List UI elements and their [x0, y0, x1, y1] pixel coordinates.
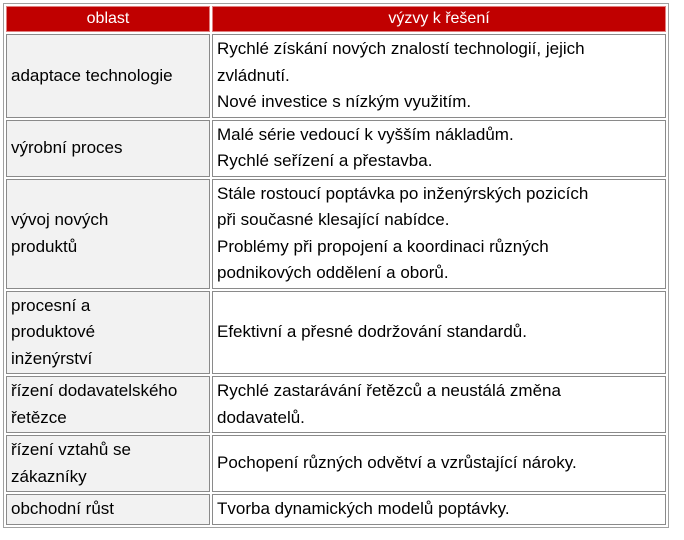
- table-row: [6, 179, 666, 289]
- challenge-text-line: při současné klesající nabídce.: [217, 210, 450, 229]
- challenges-table-container: [3, 3, 669, 528]
- table-row: [6, 291, 666, 375]
- area-text-line: vývoj nových: [11, 210, 109, 229]
- area-text-line: řízení dodavatelského: [11, 381, 178, 400]
- area-cell: [6, 494, 210, 525]
- challenges-cell: [212, 435, 666, 492]
- area-cell: [6, 376, 210, 433]
- challenge-text-line: Problémy při propojení a koordinaci různých: [217, 236, 549, 256]
- challenge-text-line: podnikových oddělení a oborů.: [217, 263, 449, 282]
- header-row: [6, 6, 666, 32]
- challenges-table: [3, 3, 669, 528]
- area-cell: [6, 291, 210, 375]
- challenges-cell: [212, 120, 666, 177]
- challenges-cell: [212, 34, 666, 118]
- area-text-line: adaptace technologie: [11, 65, 173, 85]
- table-row: [6, 120, 666, 177]
- challenge-text-line: Nové investice s nízkým využitím.: [217, 92, 472, 111]
- table-row: [6, 435, 666, 492]
- challenge-text-line: Efektivní a přesné dodržování standardů.: [217, 322, 527, 341]
- area-text-line: produktů: [11, 236, 78, 256]
- challenge-text-line: Tvorba dynamických modelů poptávky.: [217, 499, 510, 518]
- table-row: [6, 376, 666, 433]
- table-body: [6, 34, 666, 525]
- challenge-text-line: Rychlé získání nových znalostí technologií, jejich: [217, 39, 585, 58]
- challenges-cell: [212, 291, 666, 375]
- area-text-line: procesní a: [11, 295, 91, 315]
- challenge-text-line: Malé série vedoucí k vyšším nákladům.: [217, 124, 514, 144]
- challenge-text-line: Pochopení různých odvětví a vzrůstající nároky.: [217, 453, 577, 473]
- table-header: [6, 6, 666, 32]
- header-challenges: výzvy k řešení: [212, 6, 666, 32]
- challenges-cell: [212, 376, 666, 433]
- area-text-line: výrobní proces: [11, 137, 123, 157]
- area-text-line: inženýrství: [11, 348, 93, 368]
- challenge-text-line: Rychlé seřízení a přestavba.: [217, 151, 433, 170]
- challenges-cell: [212, 494, 666, 525]
- table-row: [6, 34, 666, 118]
- table-row: [6, 494, 666, 525]
- area-text-line: řetězce: [11, 407, 67, 427]
- area-cell: [6, 120, 210, 177]
- area-cell: [6, 34, 210, 118]
- header-area: oblast: [6, 6, 210, 32]
- challenges-cell: [212, 179, 666, 289]
- area-cell: [6, 179, 210, 289]
- area-cell: [6, 435, 210, 492]
- challenge-text-line: Stále rostoucí poptávka po inženýrských pozicích: [217, 183, 589, 203]
- area-text-line: zákazníky: [11, 466, 87, 486]
- challenge-text-line: dodavatelů.: [217, 407, 305, 427]
- challenge-text-line: Rychlé zastarávání řetězců a neustálá změna: [217, 381, 561, 400]
- area-text-line: obchodní růst: [11, 499, 115, 518]
- area-text-line: produktové: [11, 322, 96, 341]
- challenge-text-line: zvládnutí.: [217, 65, 290, 85]
- area-text-line: řízení vztahů se: [11, 440, 132, 459]
